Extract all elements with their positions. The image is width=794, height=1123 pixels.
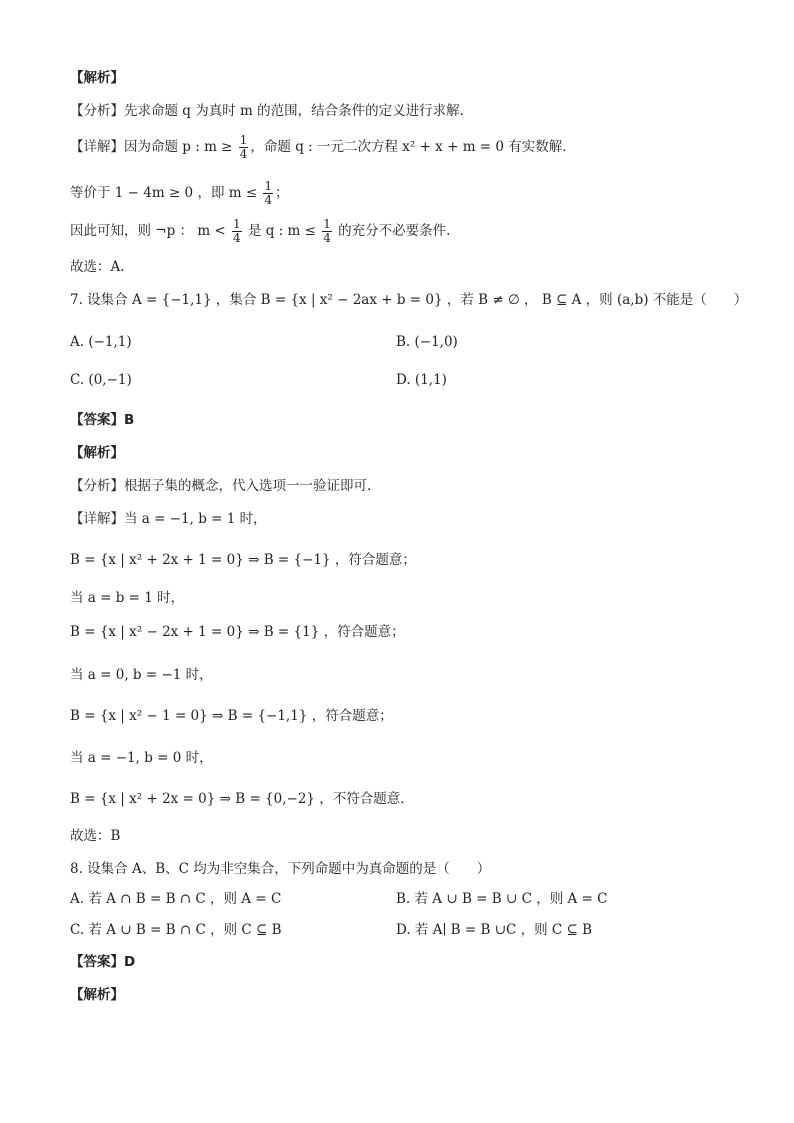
fraction-denominator: 4 bbox=[264, 193, 273, 207]
text-segment: 等价于 1 − 4m ≥ 0 ，即 m ≤ bbox=[70, 185, 262, 201]
option-a: A. 若 A ∩ B = B ∩ C ，则 A = C bbox=[70, 891, 282, 907]
fraction-numerator: 1 bbox=[233, 217, 241, 231]
section-tag-analysis: 【解析】 bbox=[70, 987, 124, 1003]
option-a: A. (−1,1) bbox=[70, 334, 132, 350]
fraction-numerator: 1 bbox=[239, 133, 248, 147]
text-line: 当 a = −1, b = 0 时， bbox=[70, 750, 213, 766]
text-segment: ，命题 q : 一元二次方程 x² + x + m = 0 有实数解． bbox=[250, 139, 576, 155]
option-d: D. (1,1) bbox=[396, 372, 447, 388]
text-segment: ； bbox=[275, 185, 289, 201]
fraction-denominator: 4 bbox=[233, 231, 241, 245]
option-b: B. (−1,0) bbox=[396, 334, 458, 350]
fraction-denominator: 4 bbox=[239, 147, 248, 161]
fraction bbox=[322, 218, 332, 245]
fraction-numerator: 1 bbox=[323, 217, 331, 231]
math-line: B = {x | x² − 2x + 1 = 0} ⇒ B = {1} ，符合题意； bbox=[70, 624, 405, 640]
option-c: C. (0,−1) bbox=[70, 372, 132, 388]
math-line: B = {x | x² + 2x = 0} ⇒ B = {0,−2} ，不符合题意． bbox=[70, 791, 414, 807]
text-segment: 是 q : m ≤ bbox=[243, 223, 321, 239]
section-tag-answer: 【答案】B bbox=[70, 412, 135, 428]
text-segment: 【详解】因为命题 p : m ≥ bbox=[70, 139, 237, 155]
question-8: 8. 设集合 A、B、C 均为非空集合，下列命题中为真命题的是（ ） bbox=[70, 861, 491, 877]
text-line-with-fraction bbox=[70, 218, 450, 245]
section-tag-analysis: 【解析】 bbox=[70, 445, 124, 461]
section-tag-analysis: 【解析】 bbox=[70, 70, 124, 86]
text-line: 当 a = 0, b = −1 时， bbox=[70, 667, 213, 683]
math-line: B = {x | x² + 2x + 1 = 0} ⇒ B = {−1} ，符合题意； bbox=[70, 552, 416, 568]
text-line: 【详解】当 a = −1, b = 1 时， bbox=[70, 511, 267, 527]
text-line: 当 a = b = 1 时， bbox=[70, 590, 185, 606]
text-segment: 的充分不必要条件. bbox=[333, 223, 451, 239]
fraction bbox=[263, 180, 273, 207]
option-c: C. 若 A ∪ B = B ∩ C ，则 C ⊆ B bbox=[70, 922, 282, 938]
text-segment: 因此可知，则 ¬p ： m < bbox=[70, 223, 231, 239]
option-b: B. 若 A ∪ B = B ∪ C ，则 A = C bbox=[396, 891, 608, 907]
text-line-with-fraction bbox=[70, 134, 576, 161]
option-d: D. 若 A∣ B = B ∪C ，则 C ⊆ B bbox=[396, 922, 593, 938]
question-7: 7. 设集合 A = {−1,1} ，集合 B = {x | x² − 2ax + b = 0} ，若 B ≠ ∅ ， B ⊆ A ，则 (a,b) 不能是（ ） bbox=[70, 292, 748, 308]
text-line: 【分析】根据子集的概念，代入选项一一验证即可. bbox=[70, 478, 372, 494]
text-line-with-fraction bbox=[70, 180, 289, 207]
fraction bbox=[232, 218, 242, 245]
math-line: B = {x | x² − 1 = 0} ⇒ B = {−1,1} ，符合题意； bbox=[70, 708, 393, 724]
fraction bbox=[239, 134, 249, 161]
section-tag-answer: 【答案】D bbox=[70, 954, 136, 970]
fraction-denominator: 4 bbox=[323, 231, 331, 245]
fraction-numerator: 1 bbox=[264, 179, 273, 193]
answer-choice-line: 故选：A. bbox=[70, 259, 125, 275]
answer-choice-line: 故选：B bbox=[70, 828, 121, 844]
text-line: 【分析】先求命题 q 为真时 m 的范围，结合条件的定义进行求解. bbox=[70, 103, 464, 119]
